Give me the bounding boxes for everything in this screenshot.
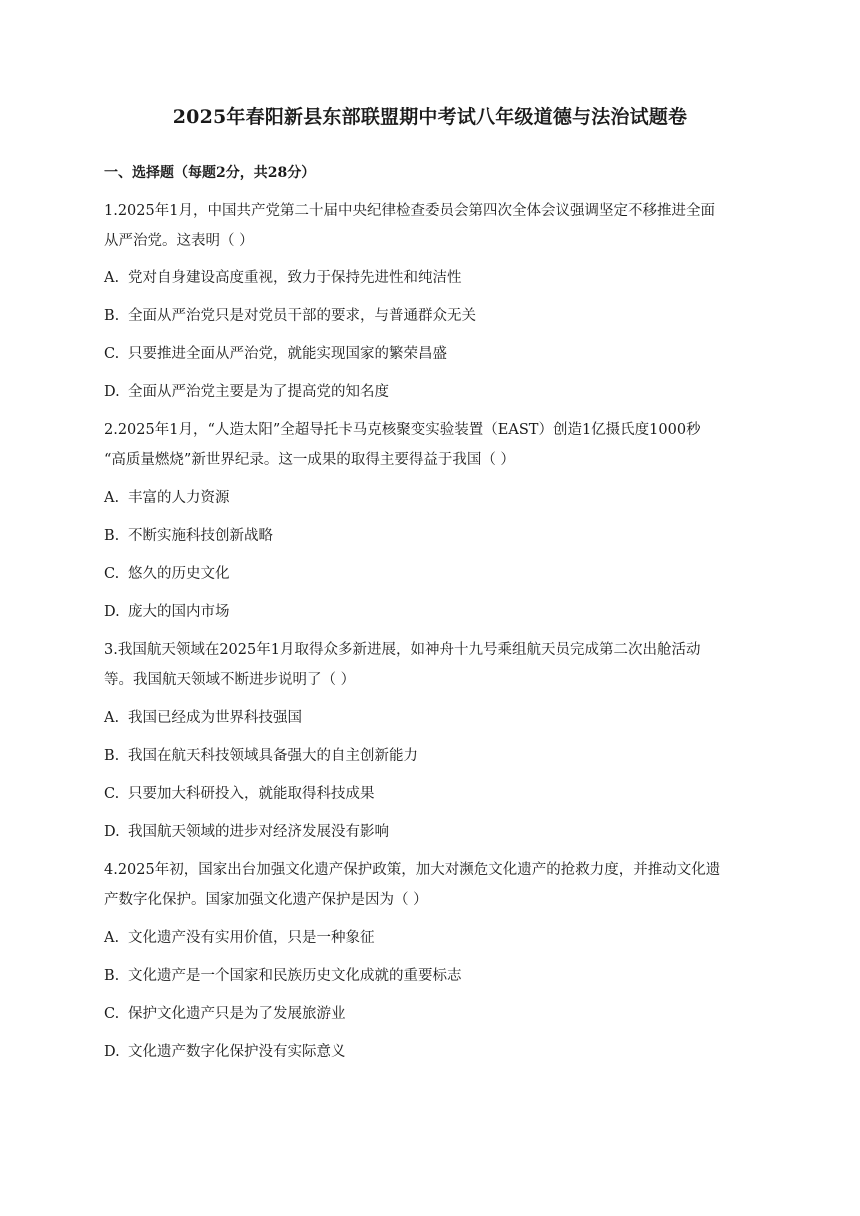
question-1-option-a: A. 党对自身建设高度重视，致力于保持先进性和纯洁性 [104,270,462,286]
question-2-option-c: C. 悠久的历史文化 [104,566,230,582]
question-3-option-a: A. 我国已经成为世界科技强国 [104,710,302,726]
question-2-stem-line-2: “高质量燃烧”新世界纪录。这一成果的取得主要得益于我国（ ） [104,452,515,468]
question-4-option-a: A. 文化遗产没有实用价值，只是一种象征 [104,930,375,946]
question-1-stem-line-1: 1.2025年1月，中国共产党第二十届中央纪律检查委员会第四次全体会议强调坚定不移推进全面 [104,203,715,219]
question-1-stem-line-2: 从严治党。这表明（ ） [104,233,254,249]
question-2-option-b: B. 不断实施科技创新战略 [104,528,273,544]
question-2-stem-line-1: 2.2025年1月，“人造太阳”全超导托卡马克核聚变实验装置（EAST）创造1亿摄氏度1000秒 [104,422,701,438]
question-3-option-d: D. 我国航天领域的进步对经济发展没有影响 [104,824,389,840]
page-title: 2025年春阳新县东部联盟期中考试八年级道德与法治试题卷 [172,106,688,128]
question-3-stem-line-1: 3.我国航天领域在2025年1月取得众多新进展，如神舟十九号乘组航天员完成第二次出舱活动 [104,642,701,658]
question-1-option-d: D. 全面从严治党主要是为了提高党的知名度 [104,384,389,400]
question-3-option-c: C. 只要加大科研投入，就能取得科技成果 [104,786,375,802]
question-3-stem-line-2: 等。我国航天领域不断进步说明了（ ） [104,672,356,688]
question-4-stem-line-1: 4.2025年初，国家出台加强文化遗产保护政策，加大对濒危文化遗产的抢救力度，并推动文化遗 [104,862,721,878]
question-2-option-a: A. 丰富的人力资源 [104,490,230,506]
question-4-stem-line-2: 产数字化保护。国家加强文化遗产保护是因为（ ） [104,892,428,908]
question-1-option-c: C. 只要推进全面从严治党，就能实现国家的繁荣昌盛 [104,346,447,362]
question-4-option-b: B. 文化遗产是一个国家和民族历史文化成就的重要标志 [104,968,462,984]
question-4-option-c: C. 保护文化遗产只是为了发展旅游业 [104,1006,346,1022]
section-heading: 一、选择题（每题2分，共28分） [104,165,316,181]
question-3-option-b: B. 我国在航天科技领域具备强大的自主创新能力 [104,748,418,764]
question-1-option-b: B. 全面从严治党只是对党员干部的要求，与普通群众无关 [104,308,476,324]
question-4-option-d: D. 文化遗产数字化保护没有实际意义 [104,1044,346,1060]
question-2-option-d: D. 庞大的国内市场 [104,604,230,620]
